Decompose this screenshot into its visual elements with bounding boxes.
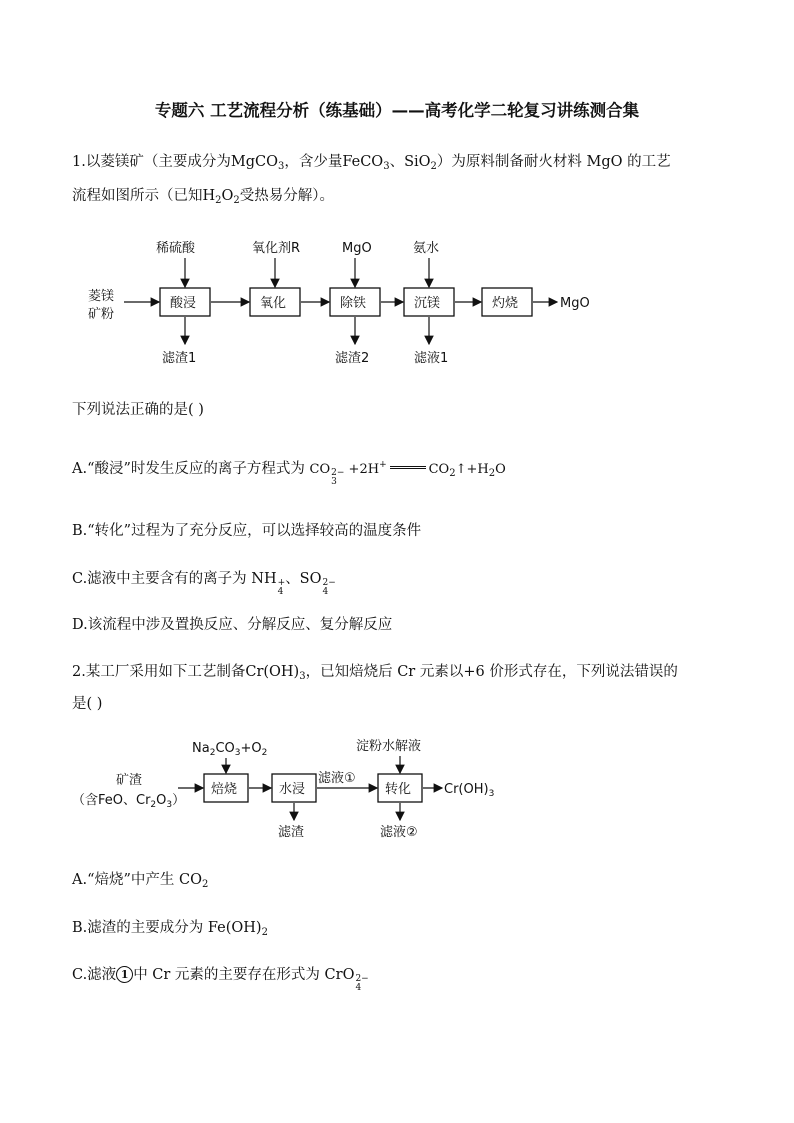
q2-option-c-text-b: 中 Cr 元素的主要存在形式为 CrO [133,967,355,983]
q1-step-5: 灼烧 [492,296,519,311]
q1-reagent-2: 氧化剂R [252,241,301,256]
q2-option-b: B.滤渣的主要成分为 $Fe(OH)_2$ [72,920,268,938]
q2-option-c: C.滤液 1 中 Cr 元素的主要存在形式为 CrO 2− 4 [72,967,369,993]
q1-step-4: 沉镁 [414,296,441,311]
q2-stem-line2: 是( ) [72,696,103,712]
q1-stem-text: 1.以菱镁矿（主要成分为 [72,154,231,170]
q2-stem-text: 2.某工厂采用如下工艺制备 [72,664,246,680]
q1-option-a-equation: CO 2− 3 +2H+ $CO_2↑+H_2O$ [309,460,506,487]
q1-stem-text-b: ，含少量 [284,154,343,170]
mgco3-formula: MgCO$_3$ [230,154,285,172]
q2-product: $Cr(OH)_3$ [444,782,495,799]
q1-stem2-text-b: 受热易分解）。 [239,188,335,204]
q1-flow-diagram [80,232,620,372]
q1-option-d: D.该流程中涉及置换反应、分解反应、复分解反应 [72,617,393,633]
q1-option-b: B.“转化”过程为了充分反应，可以选择较高的温度条件 [72,523,422,539]
q2-waste-2: 滤液② [380,825,418,840]
q2-reagent-1: $Na_2CO_3+O_2$ [192,741,268,758]
circled-number-1: 1 [116,966,133,983]
q1-option-a [72,457,506,487]
q1-product: MgO [560,296,590,311]
q1-option-c-sep: 、SO [285,571,322,587]
q2-filtrate-1: 滤液① [318,771,356,786]
q1-feed-label-2: 矿粉 [88,307,115,322]
feco3-formula: FeCO$_3$ [342,154,390,172]
q2-option-a: A.“焙烧”中产生 $CO_2$ [72,872,209,890]
h2o2-formula: $H_2O_2$ [202,188,240,206]
q1-step-1: 酸浸 [170,296,197,311]
q2-stem-line1 [72,660,678,682]
q1-waste-1: 滤渣1 [162,351,197,366]
page-title: 专题六 工艺流程分析（练基础）——高考化学二轮复习讲练测合集 [154,101,640,120]
q2-step-1: 焙烧 [211,782,238,797]
q2-feed-2: （含FeO、$Cr_2O_3$） [72,793,186,810]
q2-option-a-text: A.“焙烧”中产生 CO [72,872,202,888]
q2-option-b-text: B.滤渣的主要成分为 Fe(OH) [72,920,262,936]
q1-reagent-1: 稀硫酸 [156,241,196,256]
q1-reagent-4: 氨水 [413,241,440,256]
q1-stem-text-c: ）为原料制备耐火材料 MgO 的工艺 [436,154,671,170]
q1-step-3: 除铁 [340,296,367,311]
q1-stem-line2 [72,184,334,206]
q1-waste-2: 滤渣2 [335,351,370,366]
q1-feed-label-1: 菱镁 [88,289,115,304]
separator: 、 [389,154,405,170]
q1-stem2-text: 流程如图所示（已知 [72,188,203,204]
sio2-formula: SiO$_2$ [404,154,437,172]
q2-option-c-text: C.滤液 [72,967,117,983]
q1-reagent-3: MgO [342,241,372,256]
q2-reagent-2: 淀粉水解液 [356,739,422,754]
q1-option-c-text: C.滤液中主要含有的离子为 NH [72,571,277,587]
q1-stem-line1 [72,150,671,172]
q1-waste-3: 滤液1 [414,351,449,366]
q1-prompt: 下列说法正确的是( ) [72,402,204,418]
q2-flow-diagram [72,734,532,844]
q2-step-2: 水浸 [279,782,306,797]
q2-feed-1: 矿渣 [116,773,143,788]
q1-option-a-text: A.“酸浸”时发生反应的离子方程式为 [72,461,305,477]
q1-step-2: 氧化 [260,296,287,311]
q1-option-c: C.滤液中主要含有的离子为 NH + 4 、SO 2− 4 [72,571,336,597]
q2-step-3: 转化 [385,782,412,797]
q2-waste-1: 滤渣 [278,825,305,840]
q2-stem-text-b: ，已知焙烧后 Cr 元素以+6 价形式存在，下列说法错误的 [305,664,678,680]
croh3-formula: $Cr(OH)_3$ [245,664,306,682]
